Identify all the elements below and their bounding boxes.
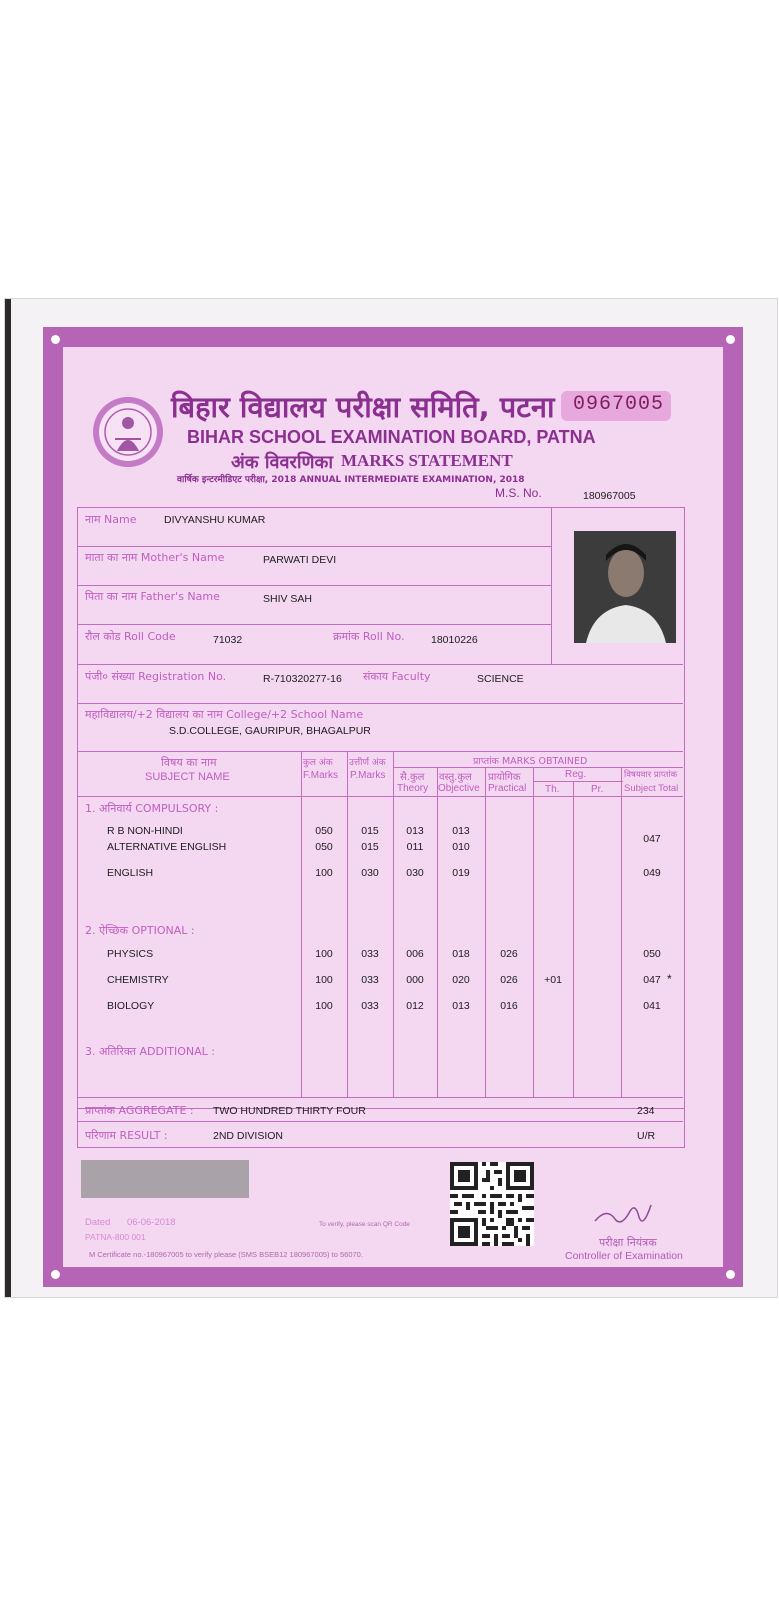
header-objective-hi: वस्तु.कुल bbox=[439, 772, 472, 783]
roll-code: 71032 bbox=[213, 634, 243, 646]
marks-statement-sheet bbox=[43, 327, 743, 1287]
pass-marks: 015 bbox=[361, 841, 379, 853]
full-marks: 100 bbox=[315, 974, 333, 986]
subject-name: ENGLISH bbox=[107, 867, 154, 879]
header-total-hi: विषयवार प्राप्तांक bbox=[624, 770, 678, 780]
full-marks: 050 bbox=[315, 841, 333, 853]
subject-total: 047 bbox=[643, 974, 661, 986]
sheet-body bbox=[63, 347, 723, 1267]
objective-marks: 013 bbox=[452, 825, 470, 837]
header-objective-en: Objective bbox=[438, 783, 480, 794]
divider bbox=[77, 796, 683, 797]
col-line bbox=[301, 751, 302, 1097]
board-name-english: BIHAR SCHOOL EXAMINATION BOARD, PATNA bbox=[187, 427, 596, 447]
punch-hole bbox=[51, 1270, 60, 1279]
college-label: महाविद्यालय/+2 विद्यालय का नाम College/+2 School Name bbox=[85, 708, 364, 721]
registration-label: पंजी० संख्या Registration No. bbox=[85, 670, 227, 683]
subject-name: BIOLOGY bbox=[107, 1000, 155, 1012]
col-line bbox=[347, 751, 348, 1097]
qr-verify-note: To verify, please scan QR Code bbox=[319, 1221, 410, 1228]
header-subject-hi: विषय का नाम bbox=[161, 756, 217, 769]
divider bbox=[77, 703, 683, 704]
aggregate-words: TWO HUNDRED THIRTY FOUR bbox=[213, 1105, 366, 1117]
subject-name: CHEMISTRY bbox=[107, 974, 169, 986]
result-label: परिणाम RESULT : bbox=[85, 1129, 168, 1142]
faculty: SCIENCE bbox=[477, 673, 524, 685]
objective-marks: 010 bbox=[452, 841, 470, 853]
pass-marks: 033 bbox=[361, 974, 379, 986]
header-pmarks-hi: उत्तीर्ण अंक bbox=[349, 758, 386, 768]
punch-hole bbox=[726, 335, 735, 344]
father-name-label: पिता का नाम Father's Name bbox=[85, 590, 220, 603]
objective-marks: 020 bbox=[452, 974, 470, 986]
full-marks: 100 bbox=[315, 1000, 333, 1012]
board-name-hindi: बिहार विद्यालय परीक्षा समिति, पटना bbox=[171, 390, 555, 424]
col-line bbox=[393, 751, 394, 1097]
exam-line: वार्षिक इन्टरमीडिएट परीक्षा, 2018 ANNUAL INTERMEDIATE EXAMINATION, 2018 bbox=[177, 475, 525, 485]
pass-marks: 015 bbox=[361, 825, 379, 837]
controller-title-english: Controller of Examination bbox=[565, 1250, 683, 1262]
pass-marks: 033 bbox=[361, 948, 379, 960]
header-fmarks-hi: कुल अंक bbox=[303, 758, 333, 768]
objective-marks: 019 bbox=[452, 867, 470, 879]
header-total-en: Subject Total bbox=[624, 783, 679, 794]
ms-no-value: 180967005 bbox=[583, 490, 636, 502]
redacted-block bbox=[81, 1160, 249, 1198]
divider bbox=[77, 546, 551, 547]
controller-signature bbox=[591, 1195, 661, 1235]
divider bbox=[533, 781, 623, 782]
section-additional: 3. अतिरिक्त ADDITIONAL : bbox=[85, 1045, 215, 1058]
col-line bbox=[621, 767, 622, 1097]
reg-theory-grace: +01 bbox=[544, 974, 562, 986]
aggregate-value: 234 bbox=[637, 1105, 655, 1117]
doc-title-english: MARKS STATEMENT bbox=[341, 451, 513, 470]
office-address: PATNA-800 001 bbox=[85, 1232, 146, 1242]
divider bbox=[77, 751, 683, 752]
theory-marks: 006 bbox=[406, 948, 424, 960]
college-name: S.D.COLLEGE, GAURIPUR, BHAGALPUR bbox=[169, 725, 371, 737]
result-code: U/R bbox=[637, 1130, 656, 1142]
punch-hole bbox=[51, 335, 60, 344]
serial-number: 0967005 bbox=[573, 393, 665, 416]
header-reg-pr: Pr. bbox=[591, 784, 604, 795]
scanned-page bbox=[4, 298, 778, 1298]
header-marks-obtained: प्राप्तांक MARKS OBTAINED bbox=[473, 756, 588, 767]
header-pmarks-en: P.Marks bbox=[350, 770, 386, 781]
theory-marks: 000 bbox=[406, 974, 424, 986]
subject-name: PHYSICS bbox=[107, 948, 154, 960]
practical-marks: 016 bbox=[500, 1000, 518, 1012]
header-theory-hi: सै.कुल bbox=[400, 772, 425, 783]
doc-title-hindi: अंक विवरणिका bbox=[231, 452, 334, 473]
practical-marks: 026 bbox=[500, 948, 518, 960]
header-reg: Reg. bbox=[565, 769, 587, 780]
roll-no: 18010226 bbox=[431, 634, 478, 646]
divider bbox=[77, 585, 551, 586]
father-name: SHIV SAH bbox=[263, 593, 313, 605]
result-division: 2ND DIVISION bbox=[213, 1130, 284, 1142]
mother-name: PARWATI DEVI bbox=[263, 554, 337, 566]
full-marks: 100 bbox=[315, 867, 333, 879]
practical-marks: 026 bbox=[500, 974, 518, 986]
divider bbox=[77, 624, 551, 625]
combined-subject-total: 047 bbox=[643, 833, 661, 845]
pass-marks: 030 bbox=[361, 867, 379, 879]
controller-title-hindi: परीक्षा नियंत्रक bbox=[599, 1236, 657, 1249]
scan-edge bbox=[5, 299, 11, 1297]
subject-total: 050 bbox=[643, 948, 661, 960]
mother-name-label: माता का नाम Mother's Name bbox=[85, 551, 225, 564]
registration-no: R-710320277-16 bbox=[263, 673, 342, 685]
dated-label: Dated bbox=[85, 1217, 111, 1228]
subject-name: ALTERNATIVE ENGLISH bbox=[107, 841, 227, 853]
pass-marks: 033 bbox=[361, 1000, 379, 1012]
header-subject-en: SUBJECT NAME bbox=[145, 771, 230, 783]
theory-marks: 013 bbox=[406, 825, 424, 837]
ms-no-label: M.S. No. bbox=[495, 486, 542, 500]
header-reg-th: Th. bbox=[545, 784, 560, 795]
aggregate-label: प्राप्तांक AGGREGATE : bbox=[85, 1104, 194, 1117]
theory-marks: 012 bbox=[406, 1000, 424, 1012]
star-mark: * bbox=[667, 972, 672, 986]
objective-marks: 013 bbox=[452, 1000, 470, 1012]
dated-value: 06-06-2018 bbox=[127, 1217, 176, 1228]
header-theory-en: Theory bbox=[397, 783, 429, 794]
subject-name: R B NON-HINDI bbox=[107, 825, 183, 837]
divider bbox=[77, 664, 683, 665]
faculty-label: संकाय Faculty bbox=[363, 670, 431, 683]
roll-code-label: रौल कोड Roll Code bbox=[85, 630, 176, 643]
student-photo bbox=[574, 531, 676, 643]
board-seal-logo bbox=[91, 395, 165, 469]
col-line bbox=[437, 767, 438, 1097]
qr-code bbox=[450, 1162, 534, 1246]
section-optional: 2. ऐच्छिक OPTIONAL : bbox=[85, 924, 195, 937]
student-name: DIVYANSHU KUMAR bbox=[164, 514, 266, 526]
punch-hole bbox=[726, 1270, 735, 1279]
header-practical-hi: प्रायोगिक bbox=[488, 772, 521, 783]
theory-marks: 030 bbox=[406, 867, 424, 879]
header-practical-en: Practical bbox=[488, 783, 527, 794]
roll-no-label: क्रमांक Roll No. bbox=[333, 630, 405, 643]
section-compulsory: 1. अनिवार्य COMPULSORY : bbox=[85, 802, 219, 815]
col-line bbox=[485, 767, 486, 1097]
subject-total: 041 bbox=[643, 1000, 661, 1012]
name-label: नाम Name bbox=[85, 513, 137, 526]
col-line bbox=[533, 767, 534, 1097]
col-line bbox=[573, 781, 574, 1097]
full-marks: 100 bbox=[315, 948, 333, 960]
subject-total: 049 bbox=[643, 867, 661, 879]
theory-marks: 011 bbox=[406, 841, 424, 853]
header-fmarks-en: F.Marks bbox=[303, 770, 338, 781]
full-marks: 050 bbox=[315, 825, 333, 837]
objective-marks: 018 bbox=[452, 948, 470, 960]
sms-verify-note: M Certificate no.-180967005 to verify please (SMS BSEB12 180967005) to 56070. bbox=[89, 1250, 363, 1259]
